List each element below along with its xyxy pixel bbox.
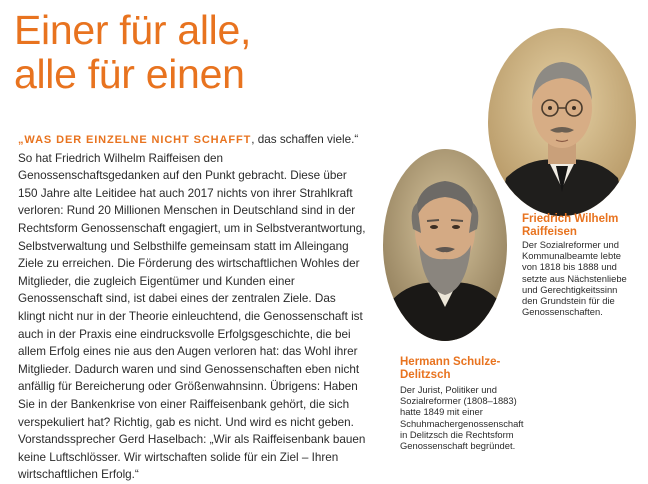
headline-line-1: Einer für alle, <box>14 7 252 53</box>
caption-name-schulze-delitzsch: Hermann Schulze-Delitzsch <box>400 356 501 381</box>
headline <box>14 8 251 96</box>
caption-name-raiffeisen: Friedrich Wilhelm Raiffeisen <box>522 213 619 238</box>
portrait-raiffeisen <box>488 28 636 216</box>
caption-text-raiffeisen: Der Sozialreformer und Kommunalbeamte lebte von 1818 bis 1888 und setzte aus Nächstenliebe und Gerechtigkeitssinn den Grundstein für die Genossenschaften. <box>522 239 627 318</box>
article-body <box>18 131 366 484</box>
caption-text-schulze-delitzsch: Der Jurist, Politiker und Sozialreformer (1808–1883) hatte 1849 mit einer Schuhmachergenossenschaft in Delitzsch die Rechtsform Genossenschaft begründet. <box>400 384 524 452</box>
headline-line-2: alle für einen <box>14 51 245 97</box>
article-text: , das schaffen viele.“ So hat Friedrich Wilhelm Raiffeisen den Genossenschaftsgedanken auf den Punkt gebracht. Diese über 150 Jahre alte Leitidee hat auch 2017 nichts von ihrer Strahlkraft verloren: Rund 20 Millionen Menschen in Deutschland sind in der Rechtsform Genossenschaft engagiert, um in Selbstverantwortung, Selbstverwaltung und Selbsthilfe gemeinsam statt im Alleingang Ziele zu erreichen. Die Förderung des wirtschaftlichen Wohles der Mitglieder, die zugleich Eigentümer und Kunden einer Genossenschaft sind, ist dabei eines der zentralen Ziele. Das klingt nicht nur in der Theorie einleuchtend, die Genossenschaft ist auch in der Praxis eine eindrucksvolle Erfolgsgeschichte, die bei allem Erfolg eines nie aus den Augen verloren hat: das Wohl ihrer Mitglieder. Dadurch waren und sind Genossenschaften eben nicht anfällig für Bereicherung oder Größenwahnsinn. Übrigens: Haben Sie in der Bankenkrise von einer Raiffeisenbank gehört, die sich verspekuliert hat? Richtig, gab es nicht. Und wird es nicht geben. Vorstandssprecher Gerd Haselbach: „Wir als Raiffeisenbank bauen keine Luftschlösser. Wir wirtschaften solide für ein Ziel – Ihren wirtschaftlichen Erfolg.“ <box>18 133 366 482</box>
article-lead: „WAS DER EINZELNE NICHT SCHAFFT <box>18 134 252 146</box>
portrait-schulze-delitzsch <box>383 149 507 341</box>
